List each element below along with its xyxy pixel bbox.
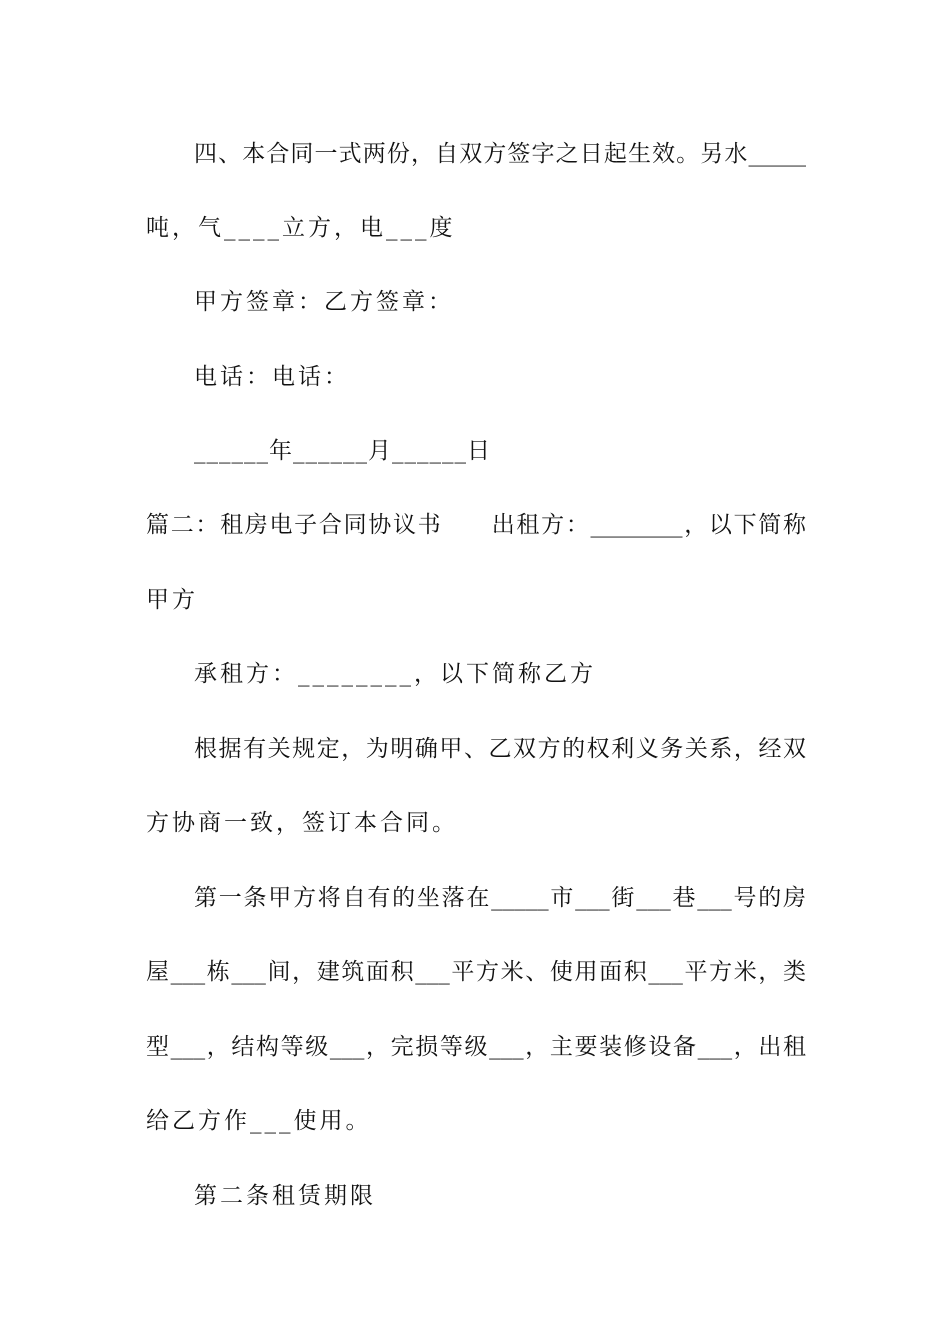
article-one-line-4: 给乙方作___使用。 (146, 1108, 372, 1134)
article-one-line-2: 屋___栋___间，建筑面积___平方米、使用面积___平方米，类 (146, 959, 806, 985)
party-b-line: 承租方：________，以下简称乙方 (194, 661, 596, 687)
paragraph-line-10: 方协商一致，签订本合同。 (146, 810, 458, 836)
party-a-line: 甲方 (146, 587, 198, 613)
phone-line: 电话：电话： (194, 364, 350, 390)
paragraph-line-1: 四、本合同一式两份，自双方签字之日起生效。另水_____ (194, 141, 806, 167)
date-line: ______年______月______日 (194, 438, 491, 464)
article-two-heading: 第二条租赁期限 (194, 1183, 376, 1209)
article-one-line-3: 型___，结构等级___，完损等级___，主要装修设备___，出租 (146, 1034, 806, 1060)
paragraph-line-9: 根据有关规定，为明确甲、乙双方的权利义务关系，经双 (194, 736, 806, 762)
signature-line: 甲方签章：乙方签章： (194, 289, 454, 315)
section-heading-line: 篇二：租房电子合同协议书 出租方：________，以下简称 (146, 512, 806, 538)
article-one-line-1: 第一条甲方将自有的坐落在_____市___街___巷___号的房 (194, 885, 806, 911)
paragraph-line-2: 吨，气____立方，电___度 (146, 215, 456, 241)
